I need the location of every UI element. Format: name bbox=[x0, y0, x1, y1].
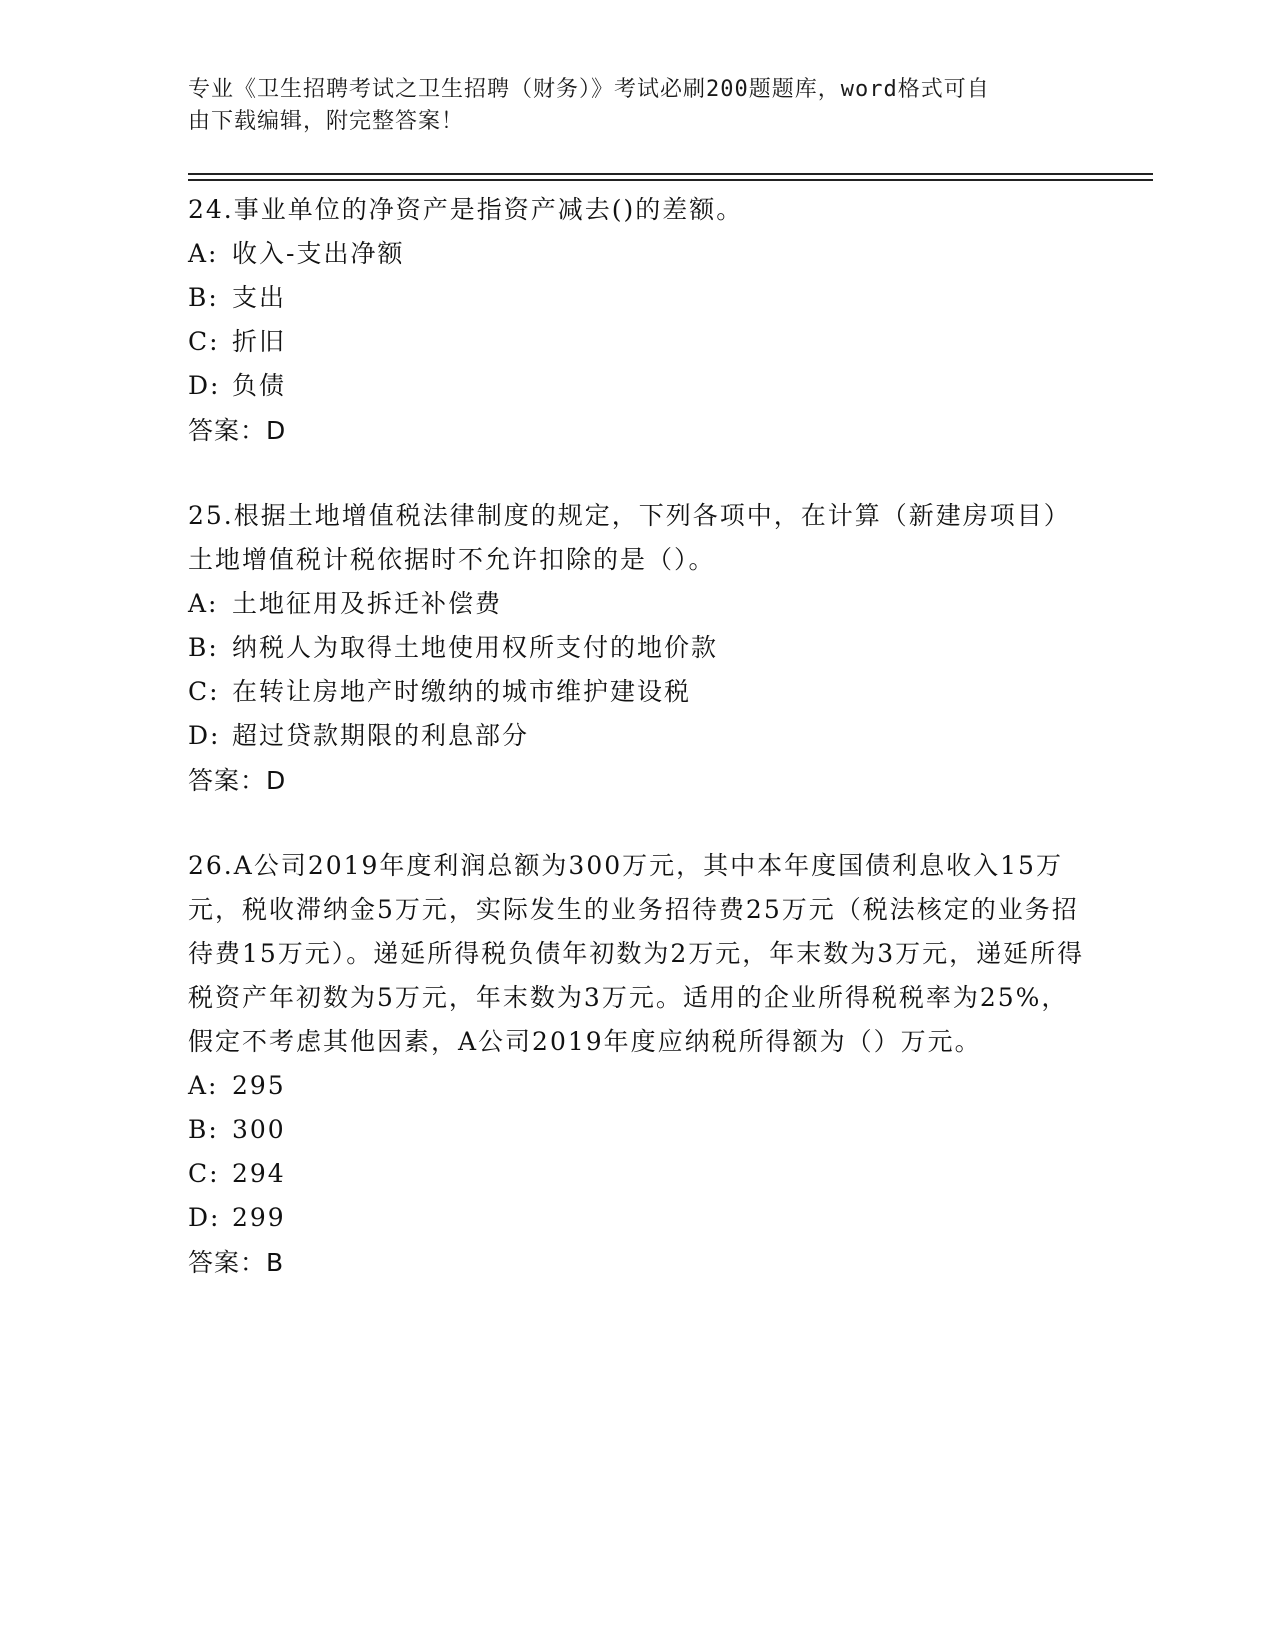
question-stem: 26.A公司2019年度利润总额为300万元，其中本年度国债利息收入15万元，税收滞纳金5万元，实际发生的业务招待费25万元（税法核定的业务招待费15万元）。递延所得税负债年初数为2万元，年末数为3万元，递延所得税资产年初数为5万元，年末数为3万元。适用的企业所得税税率为25%，假定不考虑其他因素，A公司2019年度应纳税所得额为（）万元。 bbox=[188, 851, 1085, 1056]
option-text: 299 bbox=[232, 1203, 286, 1232]
document-header bbox=[188, 74, 1078, 138]
question-stem: 25.根据土地增值税法律制度的规定，下列各项中，在计算（新建房项目）土地增值税计税依据时不允许扣除的是（）。 bbox=[188, 501, 1071, 574]
option-text: 294 bbox=[232, 1159, 286, 1188]
option-text: 300 bbox=[232, 1115, 286, 1144]
question-stem: 24.事业单位的净资产是指资产减去()的差额。 bbox=[188, 195, 744, 224]
option-d bbox=[188, 714, 1088, 758]
answer-label: 答案：B bbox=[188, 1248, 285, 1277]
option-letter: A: bbox=[188, 1071, 219, 1100]
option-d bbox=[188, 1196, 1088, 1240]
answer-label: 答案：D bbox=[188, 766, 287, 795]
option-text: 负债 bbox=[232, 371, 287, 400]
option-letter: B: bbox=[188, 633, 219, 662]
option-a bbox=[188, 582, 1088, 626]
option-letter: C: bbox=[188, 1159, 220, 1188]
option-text: 295 bbox=[232, 1071, 286, 1100]
header-line-2: 由下载编辑，附完整答案！ bbox=[188, 109, 465, 134]
option-a bbox=[188, 1064, 1088, 1108]
answer-label: 答案：D bbox=[188, 416, 287, 445]
question-26 bbox=[188, 844, 1088, 1286]
option-letter: A: bbox=[188, 589, 219, 618]
option-text: 在转让房地产时缴纳的城市维护建设税 bbox=[232, 677, 692, 706]
header-divider-bottom bbox=[188, 179, 1153, 181]
option-text: 支出 bbox=[232, 283, 287, 312]
option-letter: D: bbox=[188, 721, 221, 750]
option-b bbox=[188, 1108, 1088, 1152]
option-text: 收入-支出净额 bbox=[232, 239, 405, 268]
option-letter: B: bbox=[188, 1115, 219, 1144]
option-b bbox=[188, 626, 1088, 670]
option-text: 纳税人为取得土地使用权所支付的地价款 bbox=[232, 633, 719, 662]
option-letter: D: bbox=[188, 1203, 221, 1232]
option-d bbox=[188, 364, 1088, 408]
question-25 bbox=[188, 494, 1088, 804]
option-letter: B: bbox=[188, 283, 219, 312]
option-c bbox=[188, 1152, 1088, 1196]
option-letter: C: bbox=[188, 677, 220, 706]
option-letter: D: bbox=[188, 371, 221, 400]
header-divider-top bbox=[188, 173, 1153, 175]
option-text: 折旧 bbox=[232, 327, 287, 356]
header-line-1: 专业《卫生招聘考试之卫生招聘（财务）》考试必刷200题题库，word格式可自 bbox=[188, 77, 990, 102]
option-c bbox=[188, 670, 1088, 714]
option-text: 超过贷款期限的利息部分 bbox=[232, 721, 530, 750]
option-letter: A: bbox=[188, 239, 219, 268]
option-b bbox=[188, 276, 1088, 320]
option-text: 土地征用及拆迁补偿费 bbox=[232, 589, 503, 618]
question-24 bbox=[188, 188, 1088, 454]
option-c bbox=[188, 320, 1088, 364]
option-a bbox=[188, 232, 1088, 276]
option-letter: C: bbox=[188, 327, 220, 356]
question-list bbox=[188, 188, 1088, 1326]
